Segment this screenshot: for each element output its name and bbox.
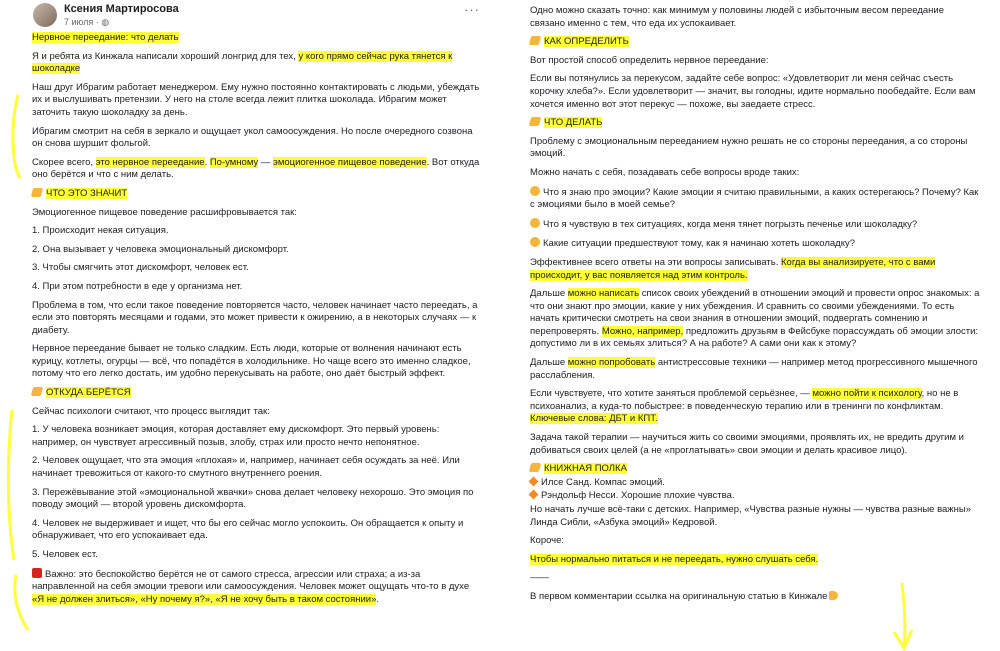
paragraph: Проблему с эмоциональным перееданием нужно решать не со стороны переедания, а со стороны эмоций. <box>530 135 968 160</box>
list-item: 1. У человека возникает эмоция, которая доставляет ему дискомфорт. Это первый уровень: например, он чувствует агрессивный позыв, злобу, страх или просто нечто непонятное. <box>32 424 440 448</box>
divider: —— <box>530 572 549 584</box>
paragraph: Важно: это беспокойство берётся не от самого стресса, агрессии или страха; а из-за направленной на себя эмоции тревоги или самоосуждения. Человек может ощущать что-то в духе «Я не должен злиться», «Ну почему я?», «Я не хочу быть в таком состоянии». <box>32 568 470 605</box>
thinking-face-icon <box>530 218 540 228</box>
paragraph: Но начать лучше всё-таки с детских. Например, «Чувства разные нужны — чувства разные важны» Линда Сибли, «Азбука эмоций» Кедровой. <box>530 504 972 528</box>
paragraph: Короче: <box>530 535 565 547</box>
book-item: Рэндольф Несси. Хорошие плохие чувства. <box>530 490 980 503</box>
pointing-hand-icon <box>31 387 43 396</box>
post-title: Нервное переедание: что делать <box>32 32 179 43</box>
section-heading: ОТКУДА БЕРЁТСЯ <box>32 387 480 400</box>
list-item: 3. Чтобы смягчить этот дискомфорт, человек ест. <box>32 262 249 274</box>
globe-icon: ◍ <box>101 17 110 27</box>
more-options-icon[interactable]: ··· <box>464 2 480 17</box>
yellow-pen-bracket <box>15 575 28 630</box>
list-item: 2. Она вызывает у человека эмоциональный дискомфорт. <box>32 243 289 255</box>
paragraph: Я и ребята из Кинжала написали хороший лонгрид для тех, у кого прямо сейчас рука тянется к шоколадке <box>32 50 453 75</box>
post-date[interactable]: 7 июля · ◍ <box>64 17 110 27</box>
paragraph: Эффективнее всего ответы на эти вопросы записывать. Когда вы анализируете, что с вами происходит, у вас появляется над этим контроль. <box>530 256 936 281</box>
section-heading: ЧТО ДЕЛАТЬ <box>530 117 980 130</box>
section-heading: КАК ОПРЕДЕЛИТЬ <box>530 36 980 49</box>
post-text-left <box>32 32 480 612</box>
paragraph: Нервное переедание бывает не только сладким. Есть люди, которые от волнения начинают есть курицу, котлеты, огурцы — всё, что попадётся в холодильнике. Но чаще всего это именно сладкое, потому что его легко достать, им удобно перекусывать на работе, оно даёт быстрый эффект. <box>32 343 471 380</box>
paragraph: Задача такой терапии — научиться жить со своими эмоциями, проявлять их, не вредить другим и добиваться своих целей (а не «проглатывать» свои эмоции и делать красивое лицо). <box>530 432 964 456</box>
list-item: 2. Человек ощущает, что эта эмоция «плохая» и, например, начинает себя осуждать за неё. Или начинает тревожиться от какого-то смутного внутреннего роения. <box>32 455 460 480</box>
avatar[interactable] <box>33 3 57 27</box>
paragraph: Одно можно сказать точно: как минимум у половины людей с избыточным весом переедание связано именно с тем, что еда их успокаивает. <box>530 5 944 29</box>
paragraph: Сейчас психологи считают, что процесс выглядит так: <box>32 405 270 417</box>
list-item: 1. Происходит некая ситуация. <box>32 225 169 237</box>
question-item: Какие ситуации предшествуют тому, как я начинаю хотеть шоколадку? <box>530 237 980 251</box>
paragraph: Ибрагим смотрит на себя в зеркало и ощущает укол самоосуждения. Но после очередного созвона он снова шуршит фольгой. <box>32 125 473 150</box>
pointing-hand-icon <box>529 463 541 472</box>
paragraph: Вот простой способ определить нервное переедание: <box>530 54 769 66</box>
paragraph: Наш друг Ибрагим работает менеджером. Ему нужно постоянно контактировать с людьми, убеждать их и выслушивать претензии. У него на столе всегда лежит плитка шоколада. Ибрагим может заточить такую шоколадку за день. <box>32 81 480 118</box>
yellow-pen-bracket <box>13 95 20 178</box>
paragraph: Дальше можно написать список своих убеждений в отношении эмоций и провести опрос знакомых: а что они знают про эмоции, какие у них убеждения. И сравнить со своими убеждениями. То есть начать критически смотреть на свои знания в отношении эмоций, подвергать сомнению и перепроверять. Можно, например, предложить друзьям в Фейсбуке порассуждать об эмоции злости: допустимо ли в их семьях злиться? А на работе? А сами они как к этому? <box>530 288 980 350</box>
pointing-hand-icon <box>31 188 43 197</box>
paragraph: Проблема в том, что если такое поведение повторяется часто, человек начинает часто переедать, а если это повторять месяцами и годами, это может привести к ожирению, а в некоторых случаях — к диабету. <box>32 299 478 336</box>
list-item: 4. При этом потребности в еде у организма нет. <box>32 280 243 292</box>
section-heading: ЧТО ЭТО ЗНАЧИТ <box>32 188 480 201</box>
paragraph: Если чувствуете, что хотите заняться проблемой серьёзнее, — можно пойти к психологу, но не в психоанализ, а куда-то побыстрее: в поведенческую терапию или в тренинги по конфликтам. Ключевые слова: ДБТ и КПТ. <box>530 388 959 425</box>
pointing-down-icon <box>829 591 838 600</box>
paragraph: Дальше можно попробовать антистрессовые техники — например метод прогрессивного мышечного расслабления. <box>530 357 978 381</box>
thinking-face-icon <box>530 237 540 247</box>
paragraph: Чтобы нормально питаться и не переедать, нужно слушать себя. <box>530 553 819 565</box>
section-heading: КНИЖНАЯ ПОЛКА <box>530 463 980 476</box>
author-name[interactable]: Ксения Мартиросова <box>64 3 179 15</box>
thinking-face-icon <box>530 186 540 196</box>
list-item: 5. Человек ест. <box>32 549 98 560</box>
paragraph: В первом комментарии ссылка на оригинальную статью в Кинжале <box>530 591 980 604</box>
paragraph: Если вы потянулись за перекусом, задайте себе вопрос: «Удовлетворит ли меня сейчас съесть корочку хлеба?». Если удовлетворит — значит, вы голодны, идите нормально пообедайте. Если вам хочется именно вот этот перекус — похоже, вы заедаете стресс. <box>530 73 976 110</box>
question-item: Что я знаю про эмоции? Какие эмоции я считаю правильными, а каких остерегаюсь? Почему? Как с эмоциями было в моей семье? <box>530 186 979 211</box>
orange-diamond-icon <box>529 490 539 500</box>
book-item: Илсе Санд. Компас эмоций. <box>530 477 980 490</box>
question-item: Что я чувствую в тех ситуациях, когда меня тянет погрызть печенье или шоколадку? <box>530 218 980 232</box>
orange-diamond-icon <box>529 476 539 486</box>
right-page <box>500 0 1000 651</box>
paragraph: Скорее всего, это нервное переедание. По-умному — эмоциогенное пищевое поведение. Вот откуда оно берётся и что с ним делать. <box>32 156 480 181</box>
post-text-right <box>530 5 980 610</box>
paragraph: Можно начать с себя, позадавать себе вопросы вроде таких: <box>530 166 800 178</box>
pointing-hand-icon <box>529 117 541 126</box>
paragraph: Эмоциогенное пищевое поведение расшифровывается так: <box>32 206 297 218</box>
list-item: 4. Человек не выдерживает и ищет, что бы его сейчас могло успокоить. Он обращается к опыту и обнаруживает, что его успокаивает еда. <box>32 517 464 542</box>
yellow-pen-bracket <box>8 410 14 560</box>
warning-icon <box>32 568 42 578</box>
pointing-hand-icon <box>529 36 541 45</box>
post-header <box>0 0 500 32</box>
list-item: 3. Пережёвывание этой «эмоциональной жвачки» снова делает человеку нехорошо. Это эмоция по поводу эмоций — второй уровень дискомфорта. <box>32 486 474 511</box>
